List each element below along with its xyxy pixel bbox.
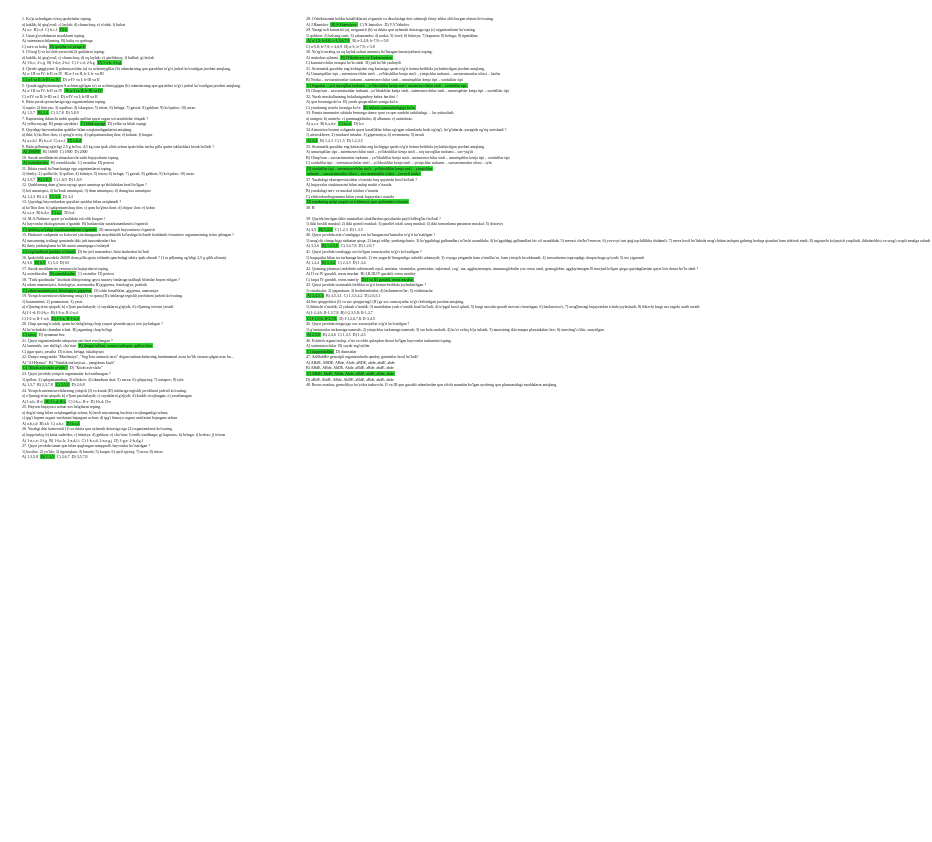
text-fragment: D) 1,3,4 [352, 260, 366, 266]
text-fragment: C) a,b,c [51, 420, 64, 426]
text-fragment: 1) ikkinchi o'simlik; 2) yuksak o'simlik; 3) murtakdan yosh o'simlik hosil bo'ladi; 4) to'pgul hosil qiladi; 5) bargi asosida sporali mevasi o'rnashgan; 6) hasharotxo'r; 7) urug'kurtagi hujayraidan ichida joylashadi; 8) ildizchi bargi suv tagida suzib turadi [306, 304, 700, 310]
text-fragment: a) o'ljaning etini qirqadi; b) o'ljani parchalaydi; c) suyaklarni g'ajiydi; d) o'ljaning terisini yirtadi [22, 304, 174, 310]
text-fragment: D) bir juft tunsondori, bitta hushodori bo'ladi [77, 248, 149, 254]
text-fragment: B) I,II,III,IV guruhli, rezus musbty [360, 271, 416, 277]
text-fragment: B) Norka – suvsarsimonlar turkumi –sutemizuvchilar sinfi – umurtqalilar kenja tipi – xordalilar tipi [306, 77, 463, 83]
text-fragment: C) I-2-a; II-1-a,b [22, 315, 49, 321]
text-fragment: B) 1-d,e; 2-b,f [47, 60, 70, 66]
text-fragment: 1) kosiloz; 2) yo'ldo; 3) tiganiqkan; 4) kurash; 5) kuqan; 6) qizil qiyruq; 7) uron; 8) triton [22, 448, 163, 454]
text-fragment: C) jigar qurti, yassiha [22, 348, 57, 354]
text-fragment: 1) ikki boshli muskul; 2) ikki qorinli muskul; 3) parallel tolali ozuq muskul; 4) ikki tomonlama patsimon muskul; 5) doiraviy [306, 221, 504, 227]
text-fragment: A) 1,2,4 [306, 260, 320, 266]
text-fragment: A) a- III va IV; b-II va IV [22, 71, 63, 77]
text-fragment: 6. Bitta yurak qorinchasiga ega organizmlarni toping. [22, 99, 107, 105]
text-fragment: 30. Yo'rg'a tuvalog va oq laylak uchun umumiy bo'lmagan hususiyatlarni toping. [306, 49, 433, 55]
highlighted-answer: A) 3,4 [307, 138, 318, 144]
text-fragment: B) yurak qisqarishlari soniga ko'ra [343, 99, 398, 105]
text-fragment: 1) aterosklerez; 2) miokard infarkti; 3) gipertoniya; 4) revmatizm; 5) insult [306, 132, 424, 138]
text-fragment: B) a-I va II; b-I; b- va III [64, 71, 104, 77]
highlighted-answer: C) bilak suyagi [80, 121, 105, 127]
text-fragment: D) ichki kasalliklar, gigiyena, anatomiya [94, 287, 159, 293]
text-fragment: 1) qokkon; 2) kalsang sutir; 3) salamandra; 4) norka; 5) forel; 6) bitiniya; 7) kapaton; 8) beluga; 9) tipmiklan; [306, 32, 479, 38]
text-fragment: C) 1,3,5,4,2 [343, 293, 363, 299]
highlighted-answer: B) dengiz tulkisi, xonuzi sadoqasi, qollon ilon [78, 343, 152, 349]
text-fragment: B) yurakdagi nerv va muskul tolalari o'rtasida [306, 187, 379, 193]
text-fragment: A) Umurtqalilar tipi – sutemizuvchilar sinfi – yo'ldoshlilar kenja sinfi – yirtqichlar turkumi – suvsarsimonlar oilasi – latcha [306, 71, 501, 77]
text-fragment: A) umurtqalilar tipi – sutemizuvchilar sinfi – yo'ldoshlilar kenja sinfi – toq tuyoqlilar turkumi – suv-yig'iti [306, 149, 474, 155]
text-fragment: 13. Quyidagi hayvonlardan qaysilari qushlar bilan oziqlanadi ? [22, 199, 122, 205]
text-fragment: D) b,e [354, 121, 364, 127]
text-fragment: A) 1,2,3 [22, 193, 36, 199]
text-fragment: B) b,d,e [36, 210, 49, 216]
text-fragment: C) xordalilar tipi – sutemizuvchilar sinfi – yo'ldoshlilar kenja sinfi – yirtqichlar turkumi – suvsarsimonlar oilasi – tyln [306, 160, 492, 166]
text-fragment: D) yelka va bilak suyagi [107, 121, 147, 127]
highlighted-answer: B) O'zbekiston va Turkmaniston [341, 54, 393, 60]
text-fragment: D) I-1,2,6,7,8; II-3,4,5 [339, 315, 375, 321]
text-fragment: 1) sistakislar; 2) ipqanduan; 3) bodinlanlonlar; 4) lashumeroo'lar; 5) echkimarlar [306, 287, 433, 293]
highlighted-answer: D) b,c,d [66, 420, 80, 426]
text-fragment: B) suyak-tog'oylilar [338, 343, 370, 349]
text-fragment: A) 1,3,5,8 [22, 454, 38, 460]
text-fragment: 40. Qaysi javobda nok o'simligiga xos bo'lmagan ma'lumotlar to'g'ri ko'rsatilgan ? [306, 232, 436, 238]
text-fragment: B) jagarning chap bo'lagi [72, 326, 113, 332]
text-fragment: 1) haqiqatlar bilan tor turkumga kiradi; 2) tez yugurib 'lmaganligo suhobli uchmaydi; 3) voyaga yetganda ham o'simliko'ro, ham yirtqich hisoblanadi; 4) tarxonlarrim tuproqdagi chuqurchaga qo'yadi; 5) tez yigurauli [306, 254, 645, 260]
text-fragment: D) 1,4,5 [352, 332, 366, 338]
highlighted-answer: B) 1,2,4 [319, 226, 332, 232]
text-fragment: B) c,d [33, 27, 44, 33]
text-fragment: D) a-3; b-7,9; c-3,8 [344, 43, 375, 49]
text-fragment: 43. Qaysi javobda sistematik birliklar to'g'ri ketma-ketlikda joylashtirilgan ? [306, 282, 427, 288]
text-fragment: B) hasharotlar zararkunandasini o'rganish [82, 221, 148, 227]
highlighted-answer: B) 6,5 [35, 260, 45, 266]
text-fragment: C) 1,6,9 [53, 176, 67, 182]
text-fragment: 17. Suvak moddalarini yemiruvchi hujayralarni toping. [22, 265, 109, 271]
text-fragment: B) osteoklastlar [51, 160, 76, 166]
text-fragment: C) 2,6,7 [56, 454, 70, 460]
text-fragment: A) a- III va IV; b-II va IV [22, 88, 63, 94]
highlighted-answer: D) b [60, 27, 68, 33]
text-fragment: C) 1,5 [334, 138, 345, 144]
text-fragment: A) I-2,4,6; II-1,3,7,8 [306, 309, 339, 315]
text-fragment: 12. Qushlarning dum g'arza suyagi qaysi umurtqa qo'shilishidan hosil bo'lgan ? [22, 182, 147, 188]
text-fragment: B) Olaqo'zan – suvsarsimonlar turkumi – yo'ldoshlilar kenja sinfi– sutemizuvchilar sinfi – umurtqalilar kenja tipi – xordalilar tipi [306, 154, 510, 160]
text-fragment: 27. Qaysi javobda tumat qon bilan quglangan noaqquolli hayvonlar ko'rsatilgan ? [22, 443, 151, 449]
highlighted-answer: C) "Kitob ash-shifo al-tibb" [23, 365, 67, 371]
text-fragment: a) ikki; b) ko'lbor ilon; c) qo'ng'ir ayiq; d) qalqontumshuq ilon; e) kaltaat; f) burgut [22, 132, 153, 138]
text-fragment: C) I-b,c; II-e [68, 398, 89, 404]
text-fragment: C) 1,2,3 [334, 226, 348, 232]
text-fragment: A) J.Hamidov [306, 21, 329, 27]
text-fragment: a) kaklik; b) qirg'ovul; c) laylak; d) chumchuq; e) o'rdak; f) kulrat [22, 21, 126, 27]
text-fragment: C) N.Ismoilov [359, 21, 383, 27]
text-fragment: A) a,b,c,d [22, 420, 38, 426]
text-fragment: A) ABdE, ABDE, ABde, Abde, aBDE, abde, abdE, abde [306, 359, 395, 365]
text-fragment: C) a,e,f [53, 138, 66, 144]
highlighted-answer: D) yurakning qolqi yuqori va ichtimoyo qon qatlamlari o'rtasida [307, 199, 409, 205]
text-fragment: 7. Kapturning ikkinchi tarbh qoqishi qulfini qaysi organ so'rurtalchilar chiqadi ? [22, 115, 149, 121]
highlighted-answer: B) 1,3,4 [322, 260, 335, 266]
text-fragment: A) 1,5,7 [22, 110, 36, 116]
text-fragment: A) hayvonlar ekologiyasini o'rganish [22, 221, 81, 227]
highlighted-answer: C) 3,5,8 [55, 382, 69, 388]
text-fragment: 42. Qonning plazmasi tarkibida uchtemanli oqsil, antitana, vitaminlar, gormonlar, oqlavmal, yog', tuz, aggluyinonqen, immunoglobulin yoz rezus omil, gemoglobin, aggluyinnogen B mavjud bo'lgan qizga quyidagilardan qaysi biri donor bo'la oladi ? [306, 265, 699, 271]
text-fragment: A) a,c [22, 27, 32, 33]
left-column [22, 16, 284, 460]
text-fragment: A) osteoblastlar [22, 271, 48, 277]
text-fragment: D) 3,4 [62, 193, 73, 199]
text-fragment: 34.Atmosfera bosimi oshganda qaysi kasalliklar bilan og'rigan odamlarda bosh og'rig'i, bo'g'inlarda, yuragida og'riq sezishadi ? [306, 126, 507, 132]
text-fragment: 22. Dunyo mugyusida "Muslimiya", "Sog'lom turmush tarzi" degan tushunchalarning fundamental asosi bo'lib xizmat qilgan asar bu... [22, 354, 234, 360]
text-fragment: 11. Ikkita yurak bo'lmachasiga ega organizmlarni toping. [22, 165, 112, 171]
text-fragment: 1. Ko'ja uchadigan o'rtoq qushchalar toping. [22, 16, 92, 21]
highlighted-answer: C) o'rg'imchirni paishka o'xshadi [23, 248, 75, 254]
text-fragment: a) laqqa baliq; b) katta sadefdor; c) bitiniya; d) gekkon; e) cho'rtan; f) tenlli tomhbaga; g) kapiarus; h) beluga; i) kvshas; j) tritons [22, 432, 226, 438]
text-fragment: 26. Yurakgi ikki kameraali (1) va ikkita qon aylanish doirasiga ega (2) organizmlarni ko'rsating. [22, 426, 173, 432]
text-fragment: C) ossinilar [77, 160, 97, 166]
text-fragment: D) dumsizlar [335, 348, 357, 354]
text-fragment: D) a-IV va I; b-III va II [60, 93, 98, 99]
text-fragment: c) ipg'i hujaen organi vazifasini bajargani uchun; d) ipg'i himoya organi vazifasini bajargani uchun [22, 415, 178, 421]
highlighted-answer: D) I-3-a; II-1-b,d [51, 315, 79, 321]
highlighted-answer: B) osteoklastlar [50, 271, 75, 277]
text-fragment: 9. Bitta pillaning og'irligi 2,5 g bo'lsa, 4,5 kg toza ipak olish uchun ipakchilar necha pilla qurtni tuhlashlari kerak bo'ladi ? [22, 143, 214, 149]
text-fragment: 19. Yirtqich sutemizuvchilarning ostig (1) va quziq (II) tishlariga tegishli javoblarni jadvali ko'rsating. [22, 293, 183, 299]
highlighted-answer: B) S.Shamsiyev [331, 21, 357, 27]
text-fragment: A) I-a,b; II-d [22, 398, 43, 404]
text-fragment: C) 3,4,7,8 [340, 243, 357, 249]
text-fragment: 32. Yurak muskullarining holatlarigamboy bahor berilari ? [306, 93, 398, 99]
text-fragment: B) 1,2,3 [320, 138, 333, 144]
text-fragment: A) 3,6 [22, 260, 33, 266]
highlighted-answer: A) a-1,3; b-4,8; c-1,3,6,7,9 [307, 38, 350, 44]
text-fragment: C) a-5,8; b-7,9; c-2,6,9 [306, 43, 343, 49]
text-fragment: 46. Eshitish organi tashqi, o'rta va ichki qulaqdan iborat bo'lgan hayvonlar turkumini toping. [306, 337, 452, 343]
text-fragment: 23. Qaysi javobda yirtqich organizmlar ko'rsatilmagan ? [22, 371, 111, 376]
text-fragment: 15. Hasharot vadqanda va koloviol yitishmagunda maydaholdi ko'lashiga bo'lanib boshlanib fotosintez organizmining ixtiro qilingan ? [22, 232, 234, 238]
text-fragment: A) 3,5,6 [306, 243, 320, 249]
text-fragment: 14. M.A.Nalimov qaysi yo'nalishda ish olib borgan ? [22, 215, 106, 221]
text-fragment: D) 1,2,3,5 [346, 138, 363, 144]
highlighted-answer: D) 1-a,b; 2-e,g [97, 60, 122, 66]
text-fragment: A) 1-a,c,e; 2-f,g [22, 437, 48, 443]
text-fragment: A) tunsonning ixtilingi qontanda ikki juft tunsonkonlari bor [22, 237, 116, 243]
text-fragment: A) a,c,e [306, 121, 319, 127]
text-fragment: D) 2000 [74, 149, 88, 155]
highlighted-answer: D) xordalilar tipi – sutemizuvchilar sinfi – yo'ldoshlilar kenja sinfi – yirtqichlar [307, 165, 433, 171]
text-fragment: A) sutemizuvchilarning [22, 38, 60, 44]
text-fragment: A) a,c,b,f [22, 138, 37, 144]
text-fragment: 1) qollon; 2) qalqontumshuq; 3) tilloko'z; 4) tikanduan skat; 5) xarxa; 6) qilquyruq; 7) tonapov; 8) tyln [22, 376, 184, 382]
highlighted-answer: C) odam anatomiyasi, fiziologiya, gigiyena [23, 287, 92, 293]
text-fragment: D) V.V.Vahidov [384, 21, 410, 27]
text-fragment: A) II va IV guruhli, rezus musbat [306, 271, 359, 277]
text-fragment: D) 63 [59, 260, 69, 266]
text-fragment: 1) bel umurtqasi; 2) ko'krak umurtqasi; 3) dum umurtqasi; 4) dumg'aza umurtqasi [22, 187, 151, 193]
text-fragment: 37. Yurakdagi ekstrapersistolalar o'rtasida farq qaysinda hosil bo'ladi ? [306, 176, 417, 182]
text-fragment: 1) tibeliy; 2) quilho'sh; 3) qollon; 4) bitiniya; 5) triton; 6) beluga; 7) gavial; 8) gekkon; 9) ko'rpalaz; 10) arrao [22, 171, 195, 177]
text-fragment: 2. Uzun g'ovakdaasni suyaklarni toping. [22, 32, 86, 38]
text-fragment: 1) g'umimonlar turkumiga mansub; 2) yirtqichlar turkumiga mansub; 3) sut bola ozuladi; 4) ko'zi ochiq lo'ja tuliadi; 5) tanasining ikla maquz plastinkalari bor; 6) tumshug'i o'tkir, uzaytilgan [306, 326, 604, 332]
text-fragment: A) odam anatomiyasi, fiziologiya, sistematika B) gigiyena, fiziologiya, patfizik [22, 282, 148, 288]
text-fragment: C) kamiruvchilar ozuqasi bo'la oladi [306, 60, 364, 66]
text-fragment: 1) kotanimimi; 2) ponanonon; 3) yassi [22, 298, 83, 304]
text-fragment: D) 2,6,8 [71, 382, 85, 388]
text-fragment: D) a-IV va I; b-III va II [62, 77, 100, 83]
text-fragment: A) mukobus qilmasi [306, 54, 339, 60]
text-fragment: 29. Yuragi uch kamerali (a), nerguzarli (b) va ikkita qon aylanish doirasiga ega (c) organizmlarni ko'rsating. [306, 27, 476, 33]
text-fragment: B) I-2,3,5,8; II-1,2,7 [340, 309, 373, 315]
highlighted-answer: D) qushlar va yirtqich [50, 43, 85, 49]
text-fragment: B) 16000 [42, 149, 58, 155]
text-fragment: D) aynaman bez [38, 332, 65, 338]
text-fragment: D) 1,2,6,7 [358, 243, 375, 249]
text-line [22, 454, 284, 460]
highlighted-answer: D) ishlash samaradorligiga ko'ra [363, 104, 415, 110]
text-fragment: a) kaklik; b) qirg'ovul; c) chumchuq; d) oq laylak; e) qizilishtoq; f) bulbul; g) laylak [22, 54, 155, 60]
text-fragment: A) hujayralar strukturasini bilan tashqi muhit o'rtasida [306, 182, 392, 188]
text-fragment: B) a-3,4,8; b-7,9; c-5,8 [352, 38, 389, 44]
text-fragment: D) periost [98, 271, 114, 277]
text-fragment: 45. Qaysi javobda noqqoyga xos xususiyatlar to'g'ri ko'rsatilgan ? [306, 321, 410, 327]
text-fragment: A) 3,5,7 [22, 176, 36, 182]
highlighted-answer: B) I-c,d; II-a [45, 398, 66, 404]
text-fragment: B) ilmiy jaidutiqlanni bo'lib usimi umurtqaga o'xshaydi [22, 243, 110, 249]
text-fragment: A) 1,5,7 [22, 382, 36, 388]
text-fragment: D) I-b,d; II-e [90, 398, 111, 404]
text-fragment: C) 3,7,8 [50, 110, 64, 116]
text-fragment: C) faqat IV guruhli, rezus manfiy [306, 276, 359, 282]
text-fragment: a) antigen; b) antitelo; c) gammaglobulin; d) albumin; e) antitoksin; [306, 115, 413, 121]
highlighted-answer: D) I va III guruhli, rezus musbat [361, 276, 413, 282]
text-fragment: D) 1,3,5 [349, 226, 363, 232]
text-fragment: B) baliq va qurbaqa [61, 38, 93, 44]
text-fragment: 1) tuptir; 2) bitiryas; 3) aqulliaz; 4) iskarpiya; 5) triton; 6) beluga; 7) gavial; 8) gekkon; 9) ko'rpaloz; 10) arrao [22, 104, 196, 110]
text-fragment: C) 1-b,c,d; 2-a,e,g,j [81, 437, 113, 443]
text-fragment: 47. AaBbddEe genotipli organizmlarda qanday gametalar hosil bo'ladi? [306, 354, 419, 360]
text-fragment: B) b,c,d [38, 138, 52, 144]
text-fragment: C) ossinilar [77, 271, 97, 277]
text-fragment: B) 2,4 [37, 193, 47, 199]
highlighted-answer: C) a-I va II; b-III va IV [23, 77, 60, 83]
highlighted-answer: C) qishloq xo'jaligi zararkunandasini o'rganish [23, 226, 97, 232]
text-fragment: A) 3,5 [306, 226, 317, 232]
text-fragment: A) sutemizuvchilar [306, 343, 337, 349]
text-fragment: D) triton, beluga, tukabqvuzi [58, 348, 104, 354]
highlighted-answer: A) 2,4,5,3 [307, 293, 323, 299]
text-fragment: 4. Qizido qaggiyotni I) pafnutyachilar (a) va uchtrmyglilar (b) odamlarning qon guruhlari to'g'ri jadval ko'rsatilgan javobni aniqlang. [22, 65, 232, 71]
text-fragment: 10. Suvak moddalarini almashuvchi sutki hujayralarni toping. [22, 154, 120, 160]
highlighted-answer: C) tuqqondalilar [307, 348, 333, 354]
text-fragment: A) "Al-Hymos" [22, 359, 47, 365]
highlighted-answer: B) a-I va II; b-III va IV [65, 88, 103, 94]
text-fragment: A) ko'richakchi chambar ichak [22, 326, 71, 332]
text-line [306, 382, 568, 388]
text-fragment: D) b,d [64, 210, 75, 216]
text-fragment: C) 1,3,5 [337, 332, 351, 338]
text-fragment: D) 3,5,7,8 [71, 454, 88, 460]
text-fragment: B) 4,5,3,1 [325, 293, 342, 299]
text-fragment: B) ABdE, ABde, AbDE, Abde, aBdE, aBde, abdE, abde [306, 365, 394, 371]
text-fragment: D) periost [98, 160, 114, 166]
text-fragment: D) 1,6,9 [68, 176, 82, 182]
text-fragment: B) panja suyaklari [48, 121, 78, 127]
text-fragment: B) 2,4,6 [323, 332, 336, 338]
text-fragment: 16. Ipakchilik zavodida 26000 dona pilla qayta ishlanib qanchalagi tabiiy ipak olinadi ? (1 ta pillaning og'irligi 2,5 g qilib olinsin) [22, 254, 227, 260]
highlighted-answer: C) 3,4 [49, 193, 60, 199]
highlighted-answer: C) ABdE, AbdE, ABde, Abde, aBdE, abdE, aBde, abde [307, 371, 394, 376]
text-fragment: D) aBdE, AbdE, ABde, AbDE, aBdE, aBde, abdE, abde [306, 376, 394, 382]
text-fragment: A) a,c,e [22, 210, 35, 216]
text-fragment: a) ko'lbor ilon; b) qalqontumshuq ilon; c) qum bo'g'ma iloni; d) chipor ilon; e) kobra [22, 204, 155, 210]
text-fragment: D) 2,6,5,1 [364, 293, 381, 299]
text-fragment: C) 1-c,d; 2-b,g [71, 60, 95, 66]
text-fragment: C) a-IV va II; b-III va I [22, 93, 59, 99]
text-fragment: D) Olaqo'zan – suvsarsimonlar turkumi –yo'ldoshlilar kenja sinfi– sutemizuvchilar sinfi – umurtqalilar kenja tipi – xordalilar tipi [306, 88, 509, 94]
highlighted-answer: A) 2,3,6 [307, 332, 321, 338]
text-fragment: 20. Chap qavurg'a oshdi, qorin bo'shlig'ining chap yuqori qismida qaysi a'zo joylashgan ? [22, 321, 163, 327]
text-fragment: C) 5,4 [47, 260, 58, 266]
text-fragment: 25. Hayvon hujayrasi uchun xos belgilarni toping. [22, 404, 101, 410]
text-fragment: C) 2,3,5 [337, 260, 351, 266]
text-fragment: B) 1-b,c,h; 2-a,d,f,i [49, 437, 80, 443]
highlighted-answer: B) 2,8,7 [38, 176, 51, 182]
text-fragment: 18. "Tirik qazilmalar" kitobida tibbiyotning qaysi nazariy fanlariga taalluqli bilimlar bayon etilgan ? [22, 276, 180, 282]
text-fragment: 33. Pansiz immunitet sifatida bemorga donor qoni va qon zardobi tarkibidagi ... lar yuboriladi. [306, 110, 455, 116]
text-fragment: B) "Vabalik ma'rayisui – yangilmas kuch" [48, 359, 116, 365]
text-fragment: C) elektrokardiogramma bilan yurak hujayralari orasida [306, 193, 395, 199]
text-fragment: 38. B [306, 204, 315, 210]
text-fragment: 21. Qaysi organizmlarda oshqozon osti bezi rivojlangan ? [22, 337, 113, 343]
text-fragment: A) I-1-d; II-2-b,c [22, 309, 50, 315]
highlighted-answer: A) 200000 [23, 149, 40, 155]
text-fragment: 31. Sistematik guruhlar eng kichigidan eng kattasiga qarab to'g'ri ketma-ketlikda joylashtirilgan javobni aniqlang. [306, 65, 485, 71]
text-fragment: B) I-3-a; II-2-a,d [51, 309, 78, 315]
text-fragment: C) 1800 [59, 149, 73, 155]
text-fragment: B) a,b [39, 420, 50, 426]
text-fragment: 35. Sistematik guruhlar eng kattasidan eng kichigiga qarab to'g'ri ketma-ketlikda joylashtirilgan javobni aniqlang. [306, 143, 485, 149]
highlighted-answer: C) taloq [23, 332, 36, 338]
text-fragment: B) 2,3,7,8 [37, 382, 53, 388]
text-fragment: 48. Rezus musbat, gemofiliya bo'yicha tashuvchi, II va III qon guruhli odamlardan qon olishi mumkin bo'lgan ayolning qon plazmasidagi moddalarni aniqlang. [306, 382, 558, 388]
text-fragment: A) lansentik, suv shillig'i, cho'rtan [22, 343, 76, 349]
text-fragment: D) 1-g,e; 2-h,d,g,f [114, 437, 143, 443]
highlighted-answer: B) 1,3,5,8 [322, 243, 338, 249]
highlighted-answer: C) I-1,5,6; II-2,7,8 [307, 315, 337, 321]
text-fragment: D) "Kitob ash-shifo" [69, 365, 103, 371]
text-fragment: D) 5,8,9 [65, 110, 79, 116]
highlighted-answer: turkumi – suvsarsimonlar oilasi – suvsarsimonlar oilasi – yuvuvli norka [307, 171, 420, 177]
text-fragment: 39. Quyida berilgan ikkit muskullari shakllardan qaysilarida payli bilbog'lari bo'ladi ? [306, 215, 441, 221]
highlighted-answer: D) c,b,d [68, 138, 81, 144]
text-fragment: 44.Suv qirqqichiisi (I) va suv qirqquring'i (II) ga xos xususiyatlar to'g'ri keltirilgan javobni aniqlang. [306, 298, 465, 304]
text-fragment: 24. Yirtqich sutemizuvchilarning yirtqich (I) va kurak (II) tishlariga tegishli javoblarni jadvali ko'rsating. [22, 387, 188, 393]
text-fragment: a) dog'al sinig bilan oziqlanganligi uchun; b) bosh miyasining kuchsiz rivojlanganligi uchun; [22, 409, 169, 415]
text-fragment: 8. Qoyidagi hayvonlardan qaishlar bilan oziqlanadiganlarini aniqlang. [22, 126, 133, 132]
highlighted-answer: A) osteoblastlar [23, 160, 49, 166]
highlighted-answer: C) a,c [51, 210, 62, 216]
text-fragment: 28. O'zbekistonda holdar kasalliklarini o'rganish va davolashga doir salmoqli ilmiy ishlar olib borgan olimni ko'rsating. [306, 16, 494, 21]
text-fragment: B) b,a,d,e [320, 121, 336, 127]
highlighted-answer: C) Sugurlar – juft tuyoqlilar turkumi – yo'ldoshlilar kenja sinfi- sutemizuvchilar sinfi – xordalilar tipi [307, 82, 467, 88]
text-fragment: C) sora va baliq [22, 43, 48, 49]
highlighted-answer: C) b,c,e [338, 121, 352, 127]
text-fragment: C) b,c,f [45, 27, 58, 33]
text-fragment: 3. O'troq(1) va ko'chib yuruvchi(2) qushlarni toping. [22, 49, 105, 55]
text-fragment: A) 1-b,c; 2-c,g [22, 60, 46, 66]
highlighted-answer: B) 2,4 [38, 110, 48, 116]
text-fragment: A) qon bosimiga ko'ra [306, 99, 342, 105]
text-fragment: 5. Qonda aggluyinonoqen A uchtrmyglilgan (a) va uchtrmyglgan (b) odamlarning qon guruhlari to'g'ri jadval ko'rsatilgan javobni aniqlang. [22, 82, 241, 88]
text-fragment: D) umurtqali hayvonlarni o'rganish [99, 226, 155, 232]
text-fragment: A) yelka suyagi [22, 121, 47, 127]
text-fragment: D) juft bo'lib yashaydi [365, 60, 401, 66]
text-fragment: a) o'ljaning etini qirqadi; b) o'ljani parchalaydi; c) suyaklarni g'ajiydi; d) kuchli rivojlangan; e) yassilanagan [22, 393, 192, 399]
text-fragment: 1) urug'chi changchiga nisbatan qisqa; 2) bargi oddiy, yonbargchasiz; 3) ko'pgulidagi gulbandlari to'lachi uzunlikda; 4) ko'pguldagi gulbandlari bir xil uzunlikda; 5) mevasi cho'bo'l-mevas; 6) yovvoyi turi qirg'oqchillikka chidamli; 7) meva hosil bo'lishida urug'chidan tashqari gulning boshqa qismlari ham ishtirok etadi; 8) urgatuvlo ko'payish yuqtiladi, ildizbachkisi va urug'i orqali amalga oshadi [306, 237, 931, 243]
text-fragment: 41. Qaysi javobda tuvalogga xos bo'lgan xususiyatlar to'g'ri ko'rsatilgan ? [306, 248, 422, 254]
right-column [306, 16, 931, 388]
highlighted-answer: B) 1,3,5 [40, 454, 54, 460]
text-fragment: C) yurakning sistola fazasiga ko'ra [306, 104, 361, 110]
